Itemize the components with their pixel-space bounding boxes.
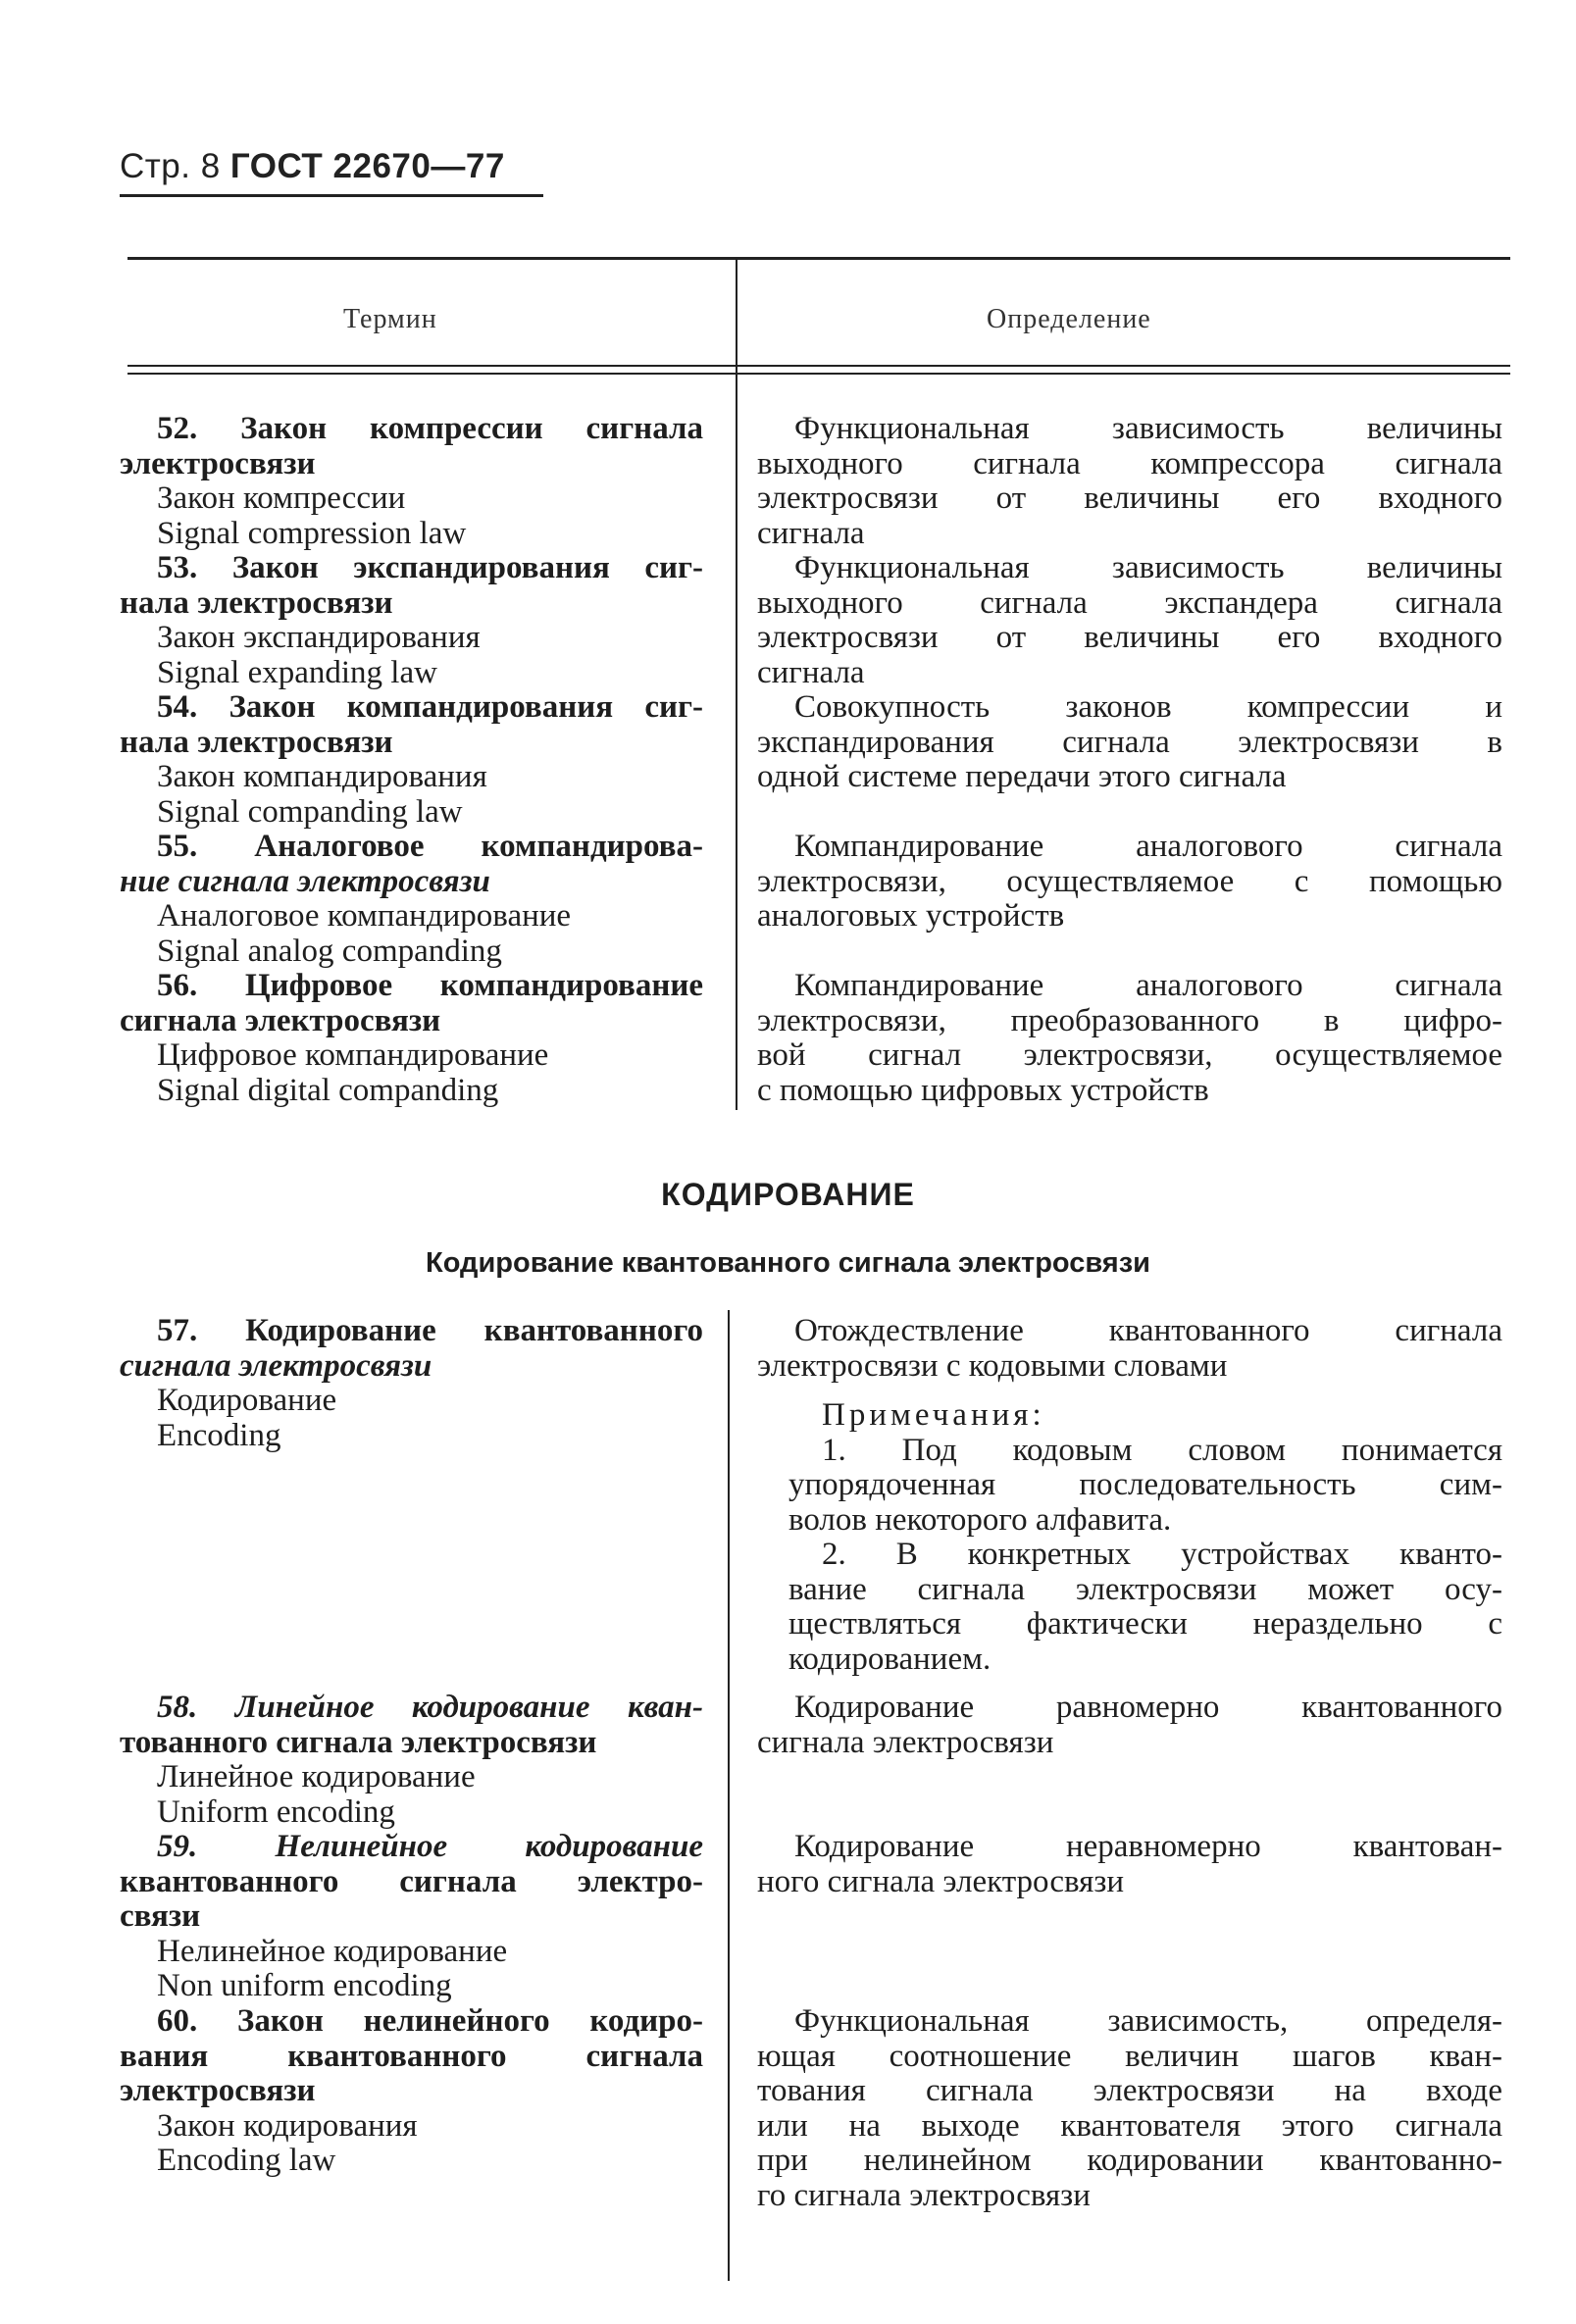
- definition-line: сигнала: [757, 515, 865, 551]
- definition-line: вой сигнал электросвязи, осуществляемое: [757, 1038, 1502, 1073]
- note-line: ществляться фактически нераздельно с: [788, 1607, 1502, 1642]
- term-english: Signal compression law: [157, 515, 467, 551]
- header-underline: [120, 194, 543, 197]
- definition-59: [757, 1830, 1502, 1899]
- definition-line: Совокупность законов компрессии и: [794, 690, 1502, 725]
- definition-line: электросвязи с кодовыми словами: [757, 1347, 1228, 1384]
- term-title-line: нала электросвязи: [120, 724, 393, 760]
- definition-line: сигнала: [757, 654, 865, 690]
- table2-column-separator: [728, 1310, 730, 2281]
- term-entry-52: [120, 412, 703, 551]
- term-title-line: сигнала электросвязи: [120, 1347, 432, 1384]
- term-title-line: квантованного сигнала электро-: [120, 1864, 703, 1899]
- term-short-form: Закон компрессии: [157, 480, 406, 516]
- table-top-rule: [127, 257, 1510, 260]
- term-title-line: вания квантованного сигнала: [120, 2039, 703, 2074]
- term-title-line: 60. Закон нелинейного кодиро-: [157, 2004, 703, 2039]
- definition-line: Компандирование аналогового сигнала: [794, 969, 1502, 1003]
- definition-52: [757, 412, 1502, 551]
- term-english: Non uniform encoding: [157, 1968, 452, 2003]
- definition-line: ного сигнала электросвязи: [757, 1863, 1125, 1899]
- term-title-line: 53. Закон экспандирования сиг-: [157, 551, 703, 585]
- term-title-line: 59. Нелинейное кодирование: [157, 1830, 703, 1864]
- definition-line: Кодирование равномерно квантованного: [794, 1691, 1502, 1725]
- note-line: вание сигнала электросвязи может осу-: [788, 1572, 1502, 1607]
- notes-title: Примечания:: [822, 1397, 1045, 1433]
- definition-56: [757, 969, 1502, 1108]
- definition-line: с помощью цифровых устройств: [757, 1072, 1209, 1108]
- term-english: Encoding: [157, 1417, 281, 1453]
- definition-58: [757, 1691, 1502, 1760]
- definition-line: Компандирование аналогового сигнала: [794, 830, 1502, 864]
- column-header-definition: Определение: [987, 304, 1151, 334]
- definition-line: выходного сигнала компрессора сигнала: [757, 446, 1502, 481]
- definition-line: электросвязи от величины его входного: [757, 481, 1502, 516]
- table-head-rule-1: [127, 365, 1510, 367]
- notes-57: [757, 1398, 1502, 1677]
- definition-55: [757, 830, 1502, 935]
- definition-line: Функциональная зависимость, определя-: [794, 2004, 1502, 2039]
- term-short-form: Нелинейное кодирование: [157, 1933, 508, 1969]
- term-title-line: связи: [120, 1898, 201, 1934]
- term-title-line: электросвязи: [120, 2073, 316, 2108]
- definition-line: выходного сигнала экспандера сигнала: [757, 585, 1502, 621]
- term-short-form: Закон экспандирования: [157, 620, 481, 655]
- definition-line: одной системе передачи этого сигнала: [757, 759, 1287, 794]
- definition-line: или на выходе квантователя этого сигнала: [757, 2108, 1502, 2144]
- term-english: Uniform encoding: [157, 1794, 395, 1830]
- term-short-form: Закон кодирования: [157, 2107, 418, 2144]
- note-line: кодированием.: [788, 1641, 991, 1677]
- column-header-term: Термин: [343, 304, 437, 334]
- page-number: Стр. 8: [120, 147, 221, 185]
- definition-line: Функциональная зависимость величины: [794, 551, 1502, 585]
- definition-line: электросвязи от величины его входного: [757, 621, 1502, 655]
- definition-line: электросвязи, осуществляемое с помощью: [757, 864, 1502, 899]
- term-english: Signal companding law: [157, 793, 463, 830]
- term-entry-56: [120, 969, 703, 1108]
- term-title-line: электросвязи: [120, 445, 316, 481]
- section-title: КОДИРОВАНИЕ: [661, 1177, 915, 1212]
- definition-53: [757, 551, 1502, 690]
- definition-line: при нелинейном кодировании квантованно-: [757, 2144, 1502, 2178]
- term-title-line: 55. Аналоговое компандирова-: [157, 830, 703, 864]
- standard-number: ГОСТ 22670—77: [229, 147, 505, 185]
- term-short-form: Цифровое компандирование: [157, 1037, 549, 1073]
- note-line: 2. В конкретных устройствах кванто-: [822, 1538, 1502, 1572]
- table-head-rule-2: [127, 373, 1510, 375]
- definition-line: тования сигнала электросвязи на входе: [757, 2074, 1502, 2108]
- term-title-line: ние сигнала электросвязи: [120, 863, 490, 899]
- term-entry-53: [120, 551, 703, 690]
- subsection-title: Кодирование квантованного сигнала электросвязи: [426, 1247, 1150, 1279]
- term-title-line: 54. Закон компандирования сиг-: [157, 690, 703, 725]
- term-title-line: 56. Цифровое компандирование: [157, 969, 703, 1003]
- term-title-line: сигнала электросвязи: [120, 1002, 441, 1038]
- definition-54: [757, 690, 1502, 795]
- definition-line: экспандирования сигнала электросвязи в: [757, 725, 1502, 760]
- term-entry-60: [120, 2004, 703, 2179]
- definition-57: [757, 1314, 1502, 1384]
- definition-line: Отождествление квантованного сигнала: [794, 1314, 1502, 1348]
- term-entry-55: [120, 830, 703, 969]
- term-short-form: Кодирование: [157, 1383, 337, 1418]
- term-english: Signal analog companding: [157, 933, 502, 969]
- term-entry-59: [120, 1830, 703, 2004]
- term-english: Signal expanding law: [157, 654, 437, 690]
- note-line: 1. Под кодовым словом понимается: [822, 1433, 1502, 1468]
- term-english: Signal digital companding: [157, 1072, 499, 1108]
- term-title-line: нала электросвязи: [120, 584, 393, 621]
- definition-line: ющая соотношение величин шагов кван-: [757, 2039, 1502, 2074]
- term-title-line: тованного сигнала электросвязи: [120, 1724, 597, 1760]
- term-title-line: 58. Линейное кодирование кван-: [157, 1691, 703, 1725]
- term-short-form: Аналоговое компандирование: [157, 898, 572, 934]
- term-short-form: Закон компандирования: [157, 759, 487, 794]
- table-column-separator: [736, 259, 737, 1110]
- term-english: Encoding law: [157, 2143, 336, 2178]
- page-header: [120, 147, 505, 186]
- definition-line: сигнала электросвязи: [757, 1724, 1054, 1760]
- definition-60: [757, 2004, 1502, 2213]
- definition-line: го сигнала электросвязи: [757, 2177, 1091, 2213]
- definition-line: Функциональная зависимость величины: [794, 412, 1502, 446]
- term-entry-57: [120, 1314, 703, 1453]
- term-short-form: Линейное кодирование: [157, 1759, 476, 1794]
- term-entry-58: [120, 1691, 703, 1830]
- definition-line: аналоговых устройств: [757, 898, 1065, 934]
- definition-line: электросвязи, преобразованного в цифро-: [757, 1003, 1502, 1038]
- note-line: упорядоченная последовательность сим-: [788, 1468, 1502, 1502]
- definition-line: Кодирование неравномерно квантован-: [794, 1830, 1502, 1864]
- term-entry-54: [120, 690, 703, 830]
- term-title-line: 57. Кодирование квантованного: [157, 1314, 703, 1348]
- note-line: волов некоторого алфавита.: [788, 1501, 1172, 1538]
- term-title-line: 52. Закон компрессии сигнала: [157, 412, 703, 446]
